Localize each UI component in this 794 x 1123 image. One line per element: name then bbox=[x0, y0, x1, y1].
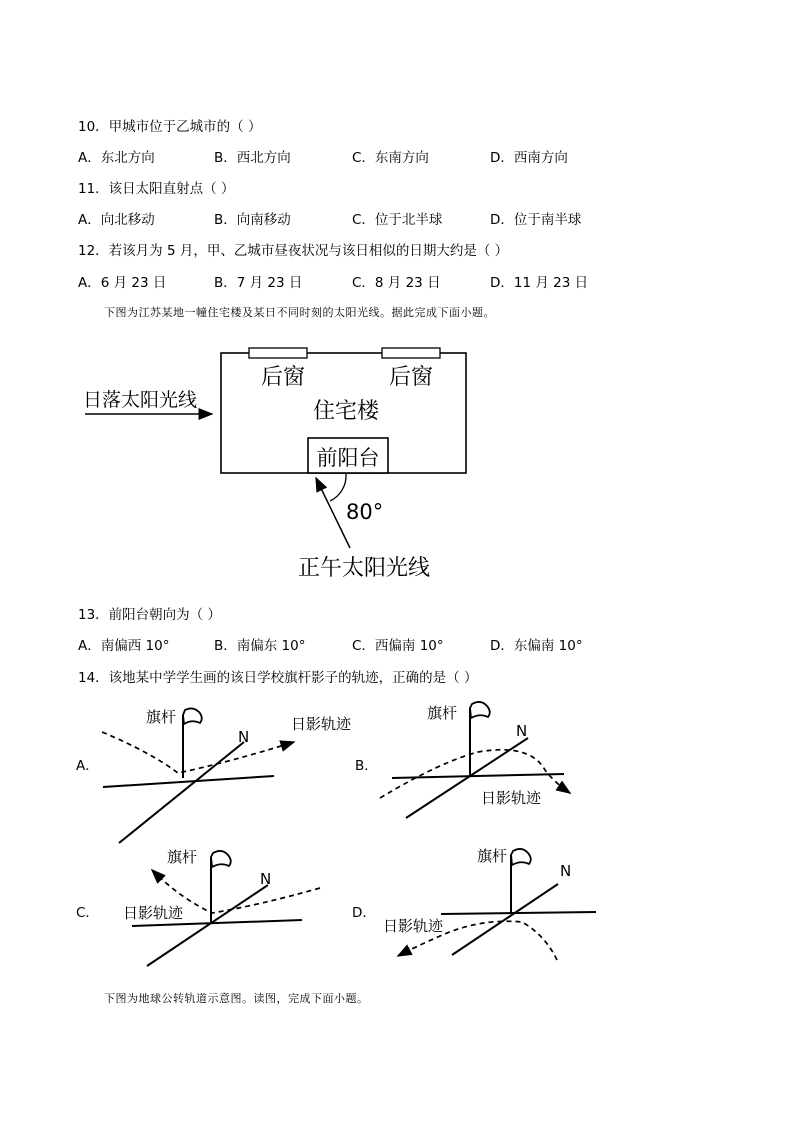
sunset-ray-label: 日落太阳光线 bbox=[83, 389, 198, 411]
building-intro: 下图为江苏某地一幢住宅楼及某日不同时刻的太阳光线。据此完成下面小题。 bbox=[104, 306, 495, 319]
q13-option-a[interactable]: A．南偏西 10° bbox=[78, 638, 170, 654]
q14-option-b[interactable]: B． bbox=[355, 758, 378, 774]
q13-option-b[interactable]: B．南偏东 10° bbox=[214, 638, 306, 654]
noon-ray-arrow bbox=[316, 478, 350, 548]
shadow-track-label-d: 日影轨迹 bbox=[383, 917, 444, 935]
rear-window-right bbox=[382, 348, 440, 358]
q10-stem: 10．甲城市位于乙城市的（ ） bbox=[78, 119, 262, 135]
building-label: 住宅楼 bbox=[312, 399, 380, 424]
rear-window-left bbox=[249, 348, 307, 358]
q12-option-b[interactable]: B．7 月 23 日 bbox=[214, 275, 303, 291]
q14-option-c[interactable]: C． bbox=[76, 905, 99, 921]
angle-arc bbox=[330, 474, 346, 501]
q12-stem: 12．若该月为 5 月，甲、乙城市昼夜状况与该日相似的日期大约是（ ） bbox=[78, 243, 509, 259]
window-left-label: 后窗 bbox=[260, 365, 306, 390]
q13-option-c[interactable]: C．西偏南 10° bbox=[352, 638, 444, 654]
flagpole-label-b: 旗杆 bbox=[427, 704, 458, 722]
flagpole-label-c: 旗杆 bbox=[167, 848, 198, 866]
shadow-track-label-b: 日影轨迹 bbox=[481, 789, 542, 807]
q10-option-b[interactable]: B．西北方向 bbox=[214, 150, 291, 166]
orbit-intro: 下图为地球公转轨道示意图。读图，完成下面小题。 bbox=[104, 992, 369, 1005]
q10-option-a[interactable]: A．东北方向 bbox=[78, 150, 155, 166]
diagram-a bbox=[102, 708, 352, 843]
flagpole-label-d: 旗杆 bbox=[477, 847, 508, 865]
q11-option-a[interactable]: A．向北移动 bbox=[78, 212, 155, 228]
q13-option-d[interactable]: D．东偏南 10° bbox=[490, 638, 583, 654]
q14-option-a[interactable]: A． bbox=[76, 758, 99, 774]
q14-stem: 14．该地某中学学生画的该日学校旗杆影子的轨迹，正确的是（ ） bbox=[78, 670, 478, 686]
window-right-label: 后窗 bbox=[388, 365, 434, 390]
shadow-track-label-c: 日影轨迹 bbox=[123, 904, 184, 922]
north-label-b: N bbox=[516, 722, 528, 740]
north-label-c: N bbox=[260, 870, 272, 888]
q10-option-d[interactable]: D．西南方向 bbox=[490, 150, 568, 166]
shadow-track-label-a: 日影轨迹 bbox=[291, 715, 352, 733]
north-label-a: N bbox=[238, 728, 250, 746]
diagram-b bbox=[380, 702, 570, 818]
q12-option-d[interactable]: D．11 月 23 日 bbox=[490, 275, 589, 291]
q12-option-a[interactable]: A．6 月 23 日 bbox=[78, 275, 167, 291]
diagram-c bbox=[123, 848, 320, 966]
north-label-d: N bbox=[560, 862, 572, 880]
diagram-d bbox=[383, 847, 596, 960]
q12-option-c[interactable]: C．8 月 23 日 bbox=[352, 275, 441, 291]
q11-option-d[interactable]: D．位于南半球 bbox=[490, 212, 582, 228]
q14-option-d[interactable]: D． bbox=[352, 905, 376, 921]
building-figure bbox=[0, 330, 794, 590]
q11-stem: 11．该日太阳直射点（ ） bbox=[78, 181, 235, 197]
balcony-label: 前阳台 bbox=[316, 446, 380, 470]
shadow-track-diagrams bbox=[0, 690, 794, 990]
q13-stem: 13．前阳台朝向为（ ） bbox=[78, 607, 221, 623]
noon-ray-label: 正午太阳光线 bbox=[297, 556, 431, 581]
flagpole-label-a: 旗杆 bbox=[146, 708, 177, 726]
q11-option-c[interactable]: C．位于北半球 bbox=[352, 212, 443, 228]
angle-label: 80° bbox=[346, 500, 384, 524]
q11-option-b[interactable]: B．向南移动 bbox=[214, 212, 291, 228]
q10-option-c[interactable]: C．东南方向 bbox=[352, 150, 429, 166]
